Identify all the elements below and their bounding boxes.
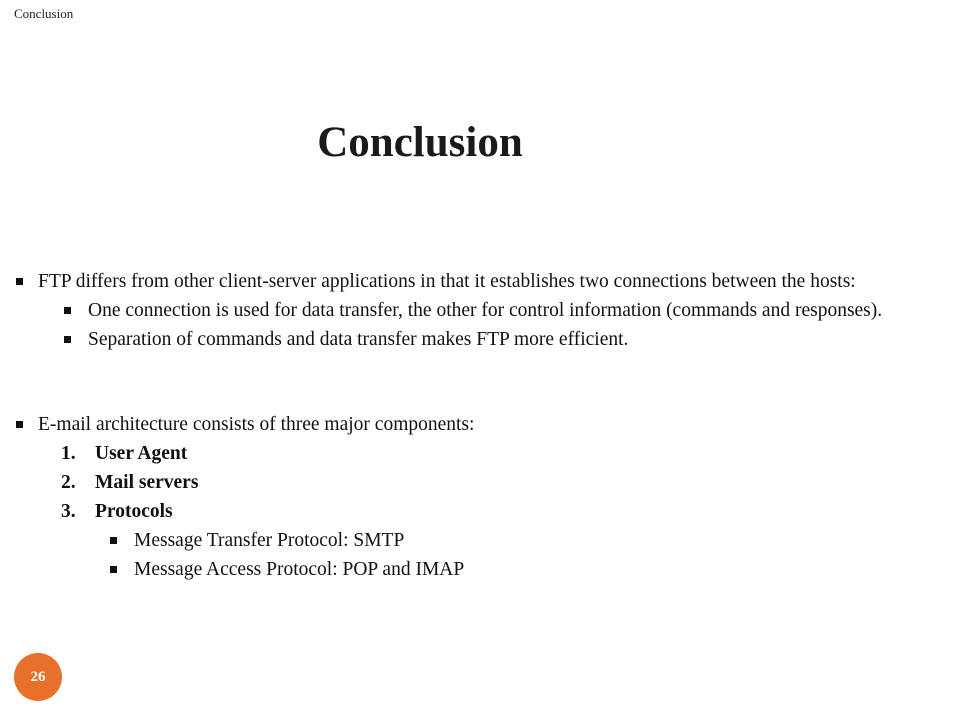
slide-title: Conclusion bbox=[317, 119, 523, 166]
item-number: 1. bbox=[61, 443, 76, 464]
numbered-item-user-agent bbox=[14, 439, 954, 468]
protocol-text: Message Transfer Protocol: SMTP bbox=[134, 530, 405, 551]
bullet-ftp bbox=[14, 267, 954, 296]
header-label: Conclusion bbox=[14, 6, 74, 21]
sub-bullet-separation bbox=[14, 325, 954, 354]
item-number: 2. bbox=[61, 472, 76, 493]
square-bullet-icon bbox=[110, 566, 117, 573]
protocol-item-pop-imap bbox=[14, 555, 954, 584]
item-label: User Agent bbox=[95, 443, 188, 464]
protocol-item-smtp bbox=[14, 526, 954, 555]
item-label: Protocols bbox=[95, 501, 173, 522]
square-bullet-icon bbox=[64, 336, 71, 343]
bullet-text: E-mail architecture consists of three major components: bbox=[38, 414, 475, 435]
item-number: 3. bbox=[61, 501, 76, 522]
square-bullet-icon bbox=[110, 537, 117, 544]
square-bullet-icon bbox=[16, 421, 23, 428]
numbered-item-mail-servers bbox=[14, 468, 954, 497]
bullet-email bbox=[14, 410, 954, 439]
numbered-item-protocols bbox=[14, 497, 954, 526]
sub-bullet-text: One connection is used for data transfer, the other for control information (commands and responses). bbox=[88, 300, 883, 321]
sub-bullet-connection bbox=[14, 296, 954, 325]
square-bullet-icon bbox=[64, 307, 71, 314]
square-bullet-icon bbox=[16, 278, 23, 285]
spacer bbox=[14, 354, 954, 410]
protocol-text: Message Access Protocol: POP and IMAP bbox=[134, 559, 465, 580]
item-label: Mail servers bbox=[95, 472, 199, 493]
page-number-badge: 26 bbox=[14, 653, 62, 701]
sub-bullet-text: Separation of commands and data transfer makes FTP more efficient. bbox=[88, 329, 629, 350]
bullet-text: FTP differs from other client-server applications in that it establishes two connections between the hosts: bbox=[38, 271, 856, 292]
slide-content bbox=[14, 267, 954, 584]
